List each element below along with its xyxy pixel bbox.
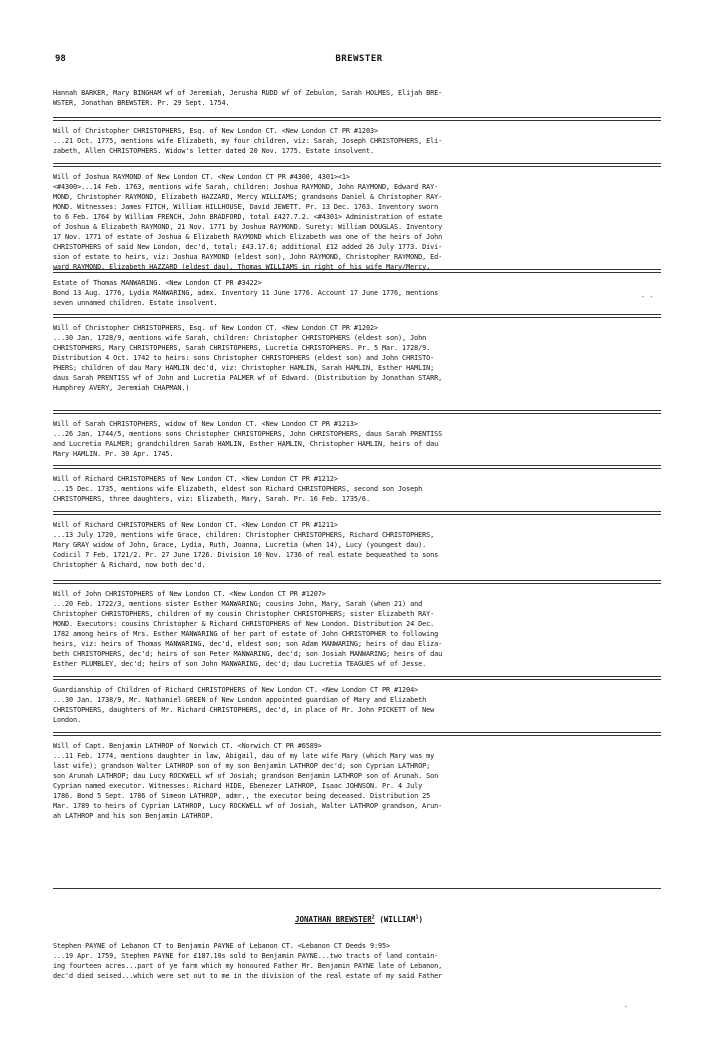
entry-line: PHERS; children of dau Mary HAMLIN dec'd, viz: Christopher HAMLIN, Sarah HAMLIN, Esther HAMLIN; — [53, 364, 435, 373]
entry-line: Stephen PAYNE of Lebanon CT to Benjamin PAYNE of Lebanon CT. <Lebanon CT Deeds 9:95> — [53, 942, 391, 950]
page-header — [53, 54, 665, 68]
entry-line: and Lucretia PALMER; grandchildren Sarah HAMLIN, Esther HAMLIN, Christopher HAMLIN, heirs of dau — [53, 440, 439, 449]
entry-line: ...19 Apr. 1759, Stephen PAYNE for £187.10s sold to Benjamin PAYNE...two tracts of land contain- — [53, 952, 439, 961]
entry-line: London. — [53, 716, 82, 725]
entry-line: last wife); grandson Walter LATHROP son of my son Benjamin LATHROP dec'd; son Cyprian LATHROP; — [53, 762, 431, 771]
entry-line: Will of Capt. Benjamin LATHROP of Norwich CT. <Norwich CT PR #6589> — [53, 742, 322, 750]
divider-rule — [53, 888, 661, 889]
entry-line: Cyprian named executor. Witnesses: Richard HIDE, Ebenezer LATHROP, Isaac JOHNSON. Pr. 4 July — [53, 782, 423, 791]
entry-line: Will of Richard CHRISTOPHERS of New London CT. <New London CT PR #1212> — [53, 475, 338, 483]
record-entry — [53, 278, 665, 308]
entry-line: Will of Christopher CHRISTOPHERS, Esq. of New London CT. <New London CT PR #1202> — [53, 324, 378, 332]
entry-line: Codicil 7 Feb. 1721/2. Pr. 27 June 1726. Division 10 Nov. 1736 of real estate bequeathed to sons — [53, 551, 439, 560]
entry-line: ward RAYMOND, Elizabeth HAZZARD (eldest dau), Thomas WILLIAMS in right of his wife Mary/Mercy. — [53, 263, 431, 272]
entry-line: Will of Sarah CHRISTOPHERS, widow of New London CT. <New London CT PR #1213> — [53, 420, 358, 428]
record-entry — [53, 520, 665, 570]
entry-line: Distribution 4 Oct. 1742 to heirs: sons Christopher CHRISTOPHERS (eldest son) and John CHRISTO- — [53, 354, 435, 363]
record-entry — [53, 685, 665, 725]
entry-line: ...11 Feb. 1774, mentions daughter in law, Abigail, dau of my late wife Mary (which Mary was my — [53, 752, 435, 761]
entry-line: ah LATHROP and his son Benjamin LATHROP. — [53, 812, 214, 821]
entry-line: ...30 Jan. 1738/9, Mr. Nathaniel GREEN of New London appointed guardian of Mary and Elizabeth — [53, 696, 427, 705]
entry-line: zabeth, Allen CHRISTOPHERS. Widow's letter dated 20 Nov. 1775. Estate insolvent. — [53, 147, 374, 156]
running-title: BREWSTER — [335, 54, 383, 64]
entry-line: Bond 13 Aug. 1776, Lydia MANWARING, admx. Inventory 11 June 1776. Account 17 June 1776, mentions — [53, 289, 439, 298]
entry-line: ...20 Feb. 1722/3, mentions sister Esther MANWARING; cousins John, Mary, Sarah (when 21) and — [53, 600, 423, 609]
entry-line: CHRISTOPHERS, three daughters, viz: Elizabeth, Mary, Sarah. Pr. 16 Feb. 1735/6. — [53, 495, 370, 504]
entry-line: Will of Richard CHRISTOPHERS of New London CT. <New London CT PR #1211> — [53, 521, 338, 529]
entry-line: ...30 Jan. 1728/9, mentions wife Sarah, children: Christopher CHRISTOPHERS (eldest son), John — [53, 334, 427, 343]
record-entry — [53, 172, 665, 272]
entry-line: dec'd died seised...which were set out to me in the division of the real estate of my said Father — [53, 972, 443, 981]
entry-line: Will of Joshua RAYMOND of New London CT. <New London CT PR #4300, 4301><1> — [53, 173, 350, 181]
entry-line: seven unnamed children. Estate insolvent. — [53, 299, 218, 308]
entry-line: ...21 Oct. 1775, mentions wife Elizabeth, my four children, viz: Sarah, Joseph CHRISTOPHERS, Eli- — [53, 137, 443, 146]
entry-line: MOND, Christopher RAYMOND, Elizabeth HAZZARD, Mercy WILLIAMS; grandsons Daniel & Christopher RAY- — [53, 193, 443, 202]
entry-line: ...13 July 1720, mentions wife Grace, children: Christopher CHRISTOPHERS, Richard CHRISTOPHERS, — [53, 531, 435, 540]
record-entry — [53, 474, 665, 504]
divider-rule — [53, 163, 661, 167]
entry-line: CHRISTOPHERS, daughters of Mr. Richard CHRISTOPHERS, dec'd, in place of Mr. John PICKETT of New — [53, 706, 435, 715]
entry-line: MOND. Executors: cousins Christopher & Richard CHRISTOPHERS of New London. Distribution 24 Dec. — [53, 620, 435, 629]
divider-rule — [53, 314, 661, 318]
divider-rule — [53, 410, 661, 414]
record-entry — [53, 741, 665, 821]
entry-line: <#4300>...14 Feb. 1763, mentions wife Sarah, children: Joshua RAYMOND, John RAYMOND, Edward RAY- — [53, 183, 439, 192]
divider-rule — [53, 732, 661, 736]
entry-line: sion of estate to heirs, viz: Joshua RAYMOND (eldest son), John RAYMOND, Christopher RAYMOND, Ed- — [53, 253, 443, 262]
entry-line: Will of Christopher CHRISTOPHERS, Esq. of New London CT. <New London CT PR #1203> — [53, 127, 378, 135]
entry-line: Hannah BARKER, Mary BINGHAM wf of Jeremiah, Jerusha RUDD wf of Zebulon, Sarah HOLMES, Elijah BRE- — [53, 89, 443, 97]
entry-line: WSTER, Jonathan BREWSTER. Pr. 29 Sept. 1754. — [53, 99, 230, 108]
entry-line: CHRISTOPHERS of said New London, dec'd, total: £43.17.6; additional £12 added 26 July 1773. Divi- — [53, 243, 443, 252]
entry-line: CHRISTOPHERS, Mary CHRISTOPHERS, Sarah CHRISTOPHERS, Lucretia CHRISTOPHERS. Pr. 5 Mar. 1728/9. — [53, 344, 431, 353]
margin-mark: - - — [641, 293, 654, 301]
section-heading-parent: (WILLIAM$^1$) — [379, 914, 423, 924]
entry-line: Mar. 1789 to heirs of Cyprian LATHROP, Lucy ROCKWELL wf of Josiah, Walter LATHROP grandson, Arun- — [53, 802, 443, 811]
entry-line: MOND. Witnesses: James FITCH, William HILLHOUSE, David JEWETT. Pr. 13 Dec. 1763. Inventory sworn — [53, 203, 439, 212]
entry-line: Guardianship of Children of Richard CHRISTOPHERS of New London CT. <New London CT PR #1204> — [53, 686, 419, 694]
entry-line: Will of John CHRISTOPHERS of New London CT. <New London CT PR #1207> — [53, 590, 326, 598]
entry-line: 17 Nov. 1771 of estate of Joshua & Elizabeth RAYMOND which Elizabeth was one of the heirs of John — [53, 233, 443, 242]
entry-line: 1782 among heirs of Mrs. Esther MANWARING of her part of estate of John CHRISTOPHER to following — [53, 630, 439, 639]
entry-line: to 6 Feb. 1764 by William FRENCH, John BRADFORD, total £427.7.2. <#4301> Administration of estate — [53, 213, 443, 222]
entry-line: Christopher CHRISTOPHERS, children of my cousin Christopher CHRISTOPHERS; sister Elizabeth RAY- — [53, 610, 435, 619]
entry-line: son Arunah LATHROP; dau Lucy ROCKWELL wf of Josiah; grandson Benjamin LATHROP son of Arunah. Son — [53, 772, 439, 781]
entry-line: Christopher & Richard, now both dec'd. — [53, 561, 206, 570]
record-entry — [53, 88, 665, 108]
divider-rule — [53, 465, 661, 469]
entry-line: Humphrey AVERY, Jeremiah CHAPMAN.) — [53, 384, 190, 393]
page-number: 98 — [55, 54, 66, 64]
corner-mark: . — [624, 1001, 629, 1009]
record-entry — [53, 941, 665, 981]
record-entry — [53, 419, 665, 459]
entry-line: daus Sarah PRENTISS wf of John and Lucretia PALMER wf of Edward. (Distribution by Jonathan STARR, — [53, 374, 443, 383]
entry-line: ing fourteen acres...part of ye farm which my honoured Father Mr. Benjamin PAYNE late of Lebanon, — [53, 962, 443, 971]
entry-line: ...26 Jan. 1744/5, mentions sons Christopher CHRISTOPHERS, John CHRISTOPHERS, daus Sarah PRENTISS — [53, 430, 443, 439]
entry-line: beth CHRISTOPHERS, dec'd; heirs of son Peter MANWARING, dec'd; son Josiah MANWARING; heirs of dau — [53, 650, 443, 659]
entry-line: of Joshua & Elizabeth RAYMOND, 21 Nov. 1771 by Joshua RAYMOND. Surety: William DOUGLAS. Inventory — [53, 223, 443, 232]
divider-rule — [53, 580, 661, 584]
entry-line: Mary GRAY widow of John, Grace, Lydia, Ruth, Joanna, Lucretia (when 14), Lucy (youngest dau). — [53, 541, 427, 550]
record-entry — [53, 589, 665, 669]
entry-line: ...15 Dec. 1735, mentions wife Elizabeth, eldest son Richard CHRISTOPHERS, second son Joseph — [53, 485, 423, 494]
entry-line: Mary HAMLIN. Pr. 30 Apr. 1745. — [53, 450, 174, 459]
entry-line: heirs, viz: heirs of Thomas MANWARING, dec'd, eldest son; son Adam MANWARING; heirs of dau Eliza- — [53, 640, 443, 649]
section-heading-name: JONATHAN BREWSTER$^2$ — [295, 914, 375, 924]
divider-rule — [53, 511, 661, 515]
entry-line: 1786. Bond 5 Sept. 1786 of Simeon LATHROP, admr., the executor being deceased. Distribution 25 — [53, 792, 431, 801]
divider-rule — [53, 676, 661, 680]
entry-line: Estate of Thomas MANWARING. <New London CT PR #3422> — [53, 279, 262, 287]
record-entry — [53, 126, 665, 156]
section-heading — [53, 914, 665, 924]
divider-rule — [53, 117, 661, 121]
entry-line: Esther PLUMBLEY, dec'd; heirs of son John MANWARING, dec'd; dau Lucretia TEAGUES wf of Jesse. — [53, 660, 427, 669]
record-entry — [53, 323, 665, 393]
divider-rule — [53, 269, 661, 273]
